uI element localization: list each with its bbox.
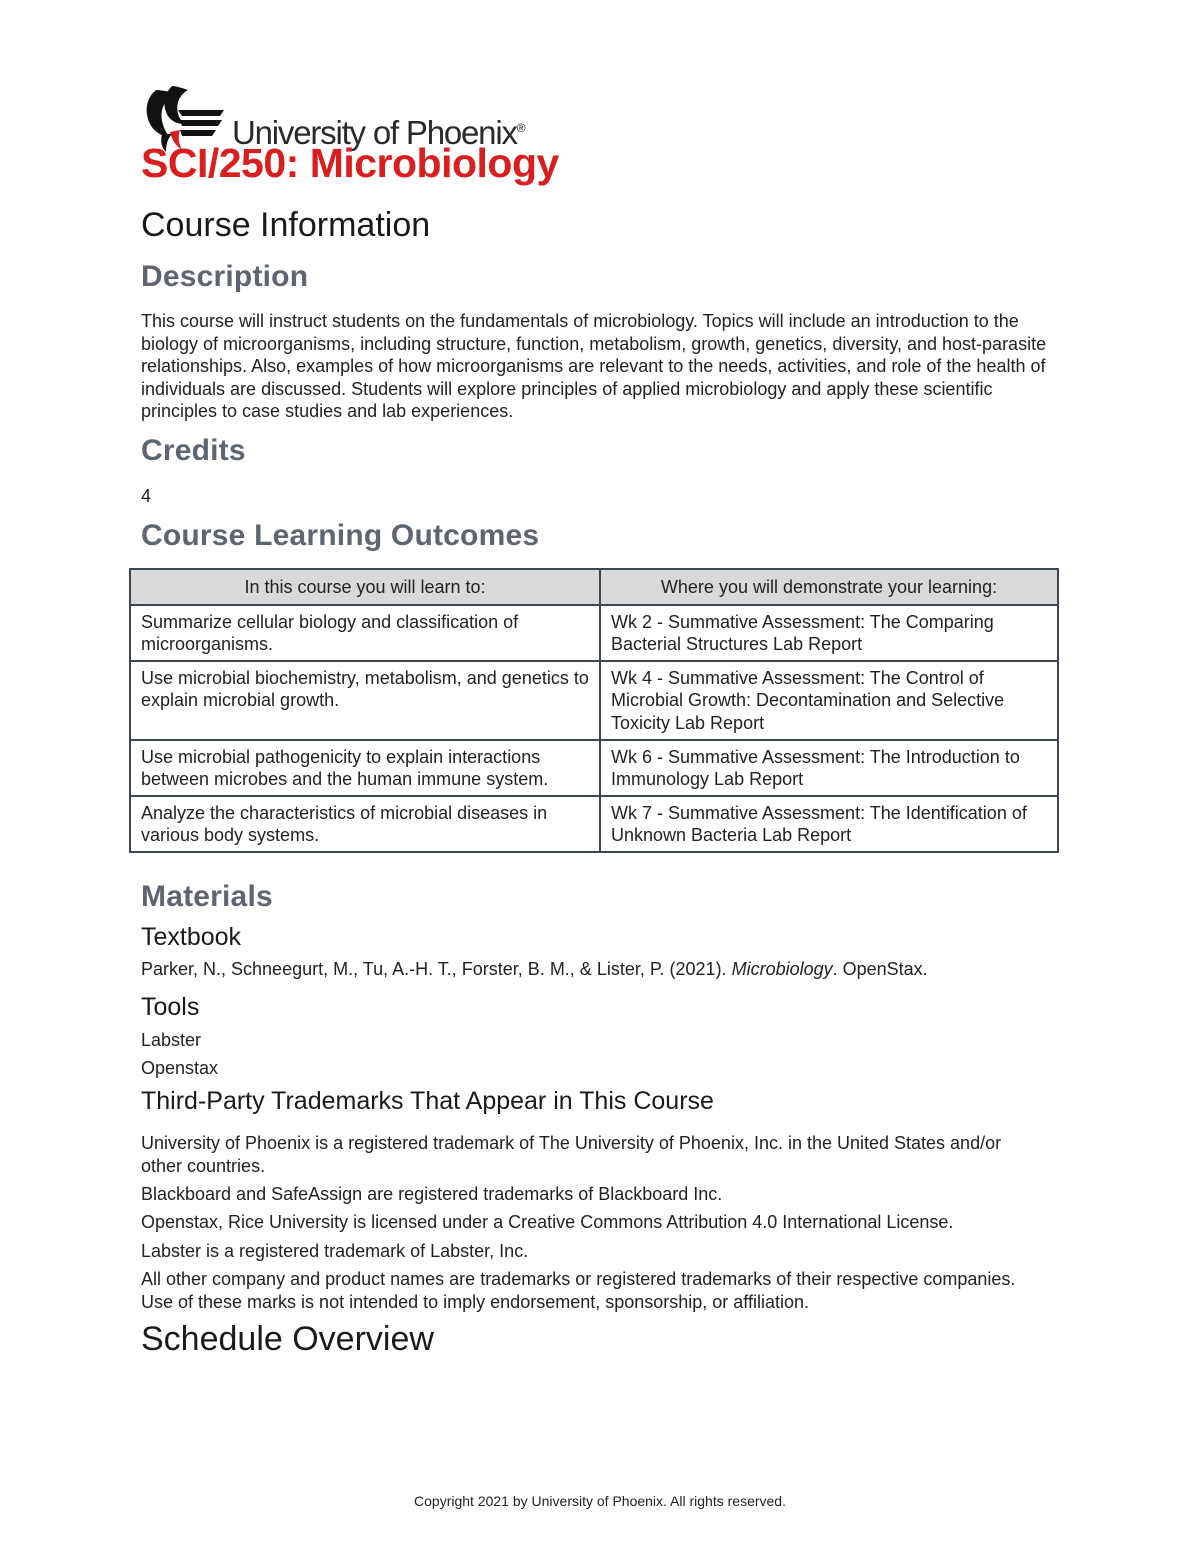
assessment-cell: Wk 2 - Summative Assessment: The Comparing Bacterial Structures Lab Report — [600, 605, 1058, 661]
outcome-cell: Analyze the characteristics of microbial diseases in various body systems. — [130, 796, 600, 852]
column-header: In this course you will learn to: — [130, 569, 600, 605]
assessment-cell: Wk 7 - Summative Assessment: The Identification of Unknown Bacteria Lab Report — [600, 796, 1058, 852]
table-row — [130, 796, 1058, 852]
assessment-cell: Wk 6 - Summative Assessment: The Introduction to Immunology Lab Report — [600, 740, 1058, 796]
trademark-item: All other company and product names are trademarks or registered trademarks of their respective companies. Use of these marks is not intended to imply endorsement, sponsorship, or affiliation. — [141, 1269, 1016, 1312]
column-header: Where you will demonstrate your learning: — [600, 569, 1058, 605]
credits-value: 4 — [141, 486, 152, 506]
tool-item: Labster — [141, 1030, 202, 1050]
outcome-cell: Use microbial pathogenicity to explain interactions between microbes and the human immune system. — [130, 740, 600, 796]
trademark-item: Blackboard and SafeAssign are registered trademarks of Blackboard Inc. — [141, 1184, 723, 1204]
course-title: SCI/250: Microbiology — [141, 140, 559, 186]
textbook-citation — [141, 958, 928, 981]
registered-mark: ® — [516, 121, 526, 135]
tools-heading: Tools — [141, 993, 200, 1021]
outcomes-table — [129, 568, 1059, 853]
trademark-item: University of Phoenix is a registered trademark of The University of Phoenix, Inc. in the United States and/or other countries. — [141, 1133, 1002, 1176]
assessment-cell: Wk 4 - Summative Assessment: The Control of Microbial Growth: Decontamination and Selective Toxicity Lab Report — [600, 661, 1058, 740]
tool-item: Openstax — [141, 1058, 219, 1078]
table-header-row — [130, 569, 1058, 605]
description-text: This course will instruct students on the fundamentals of microbiology. Topics will include an introduction to the biology of microorganisms, including structure, function, metabolism, growth, genetics, diversity, and host-parasite relationships. Also, examples of how microorganisms are relevant to the needs, activities, and role of the health of individuals are discussed. Students will explore principles of applied microbiology and apply these scientific principles to case studies and lab experiences. — [141, 311, 1047, 422]
trademarks-heading: Third-Party Trademarks That Appear in This Course — [141, 1087, 714, 1115]
outcomes-heading: Course Learning Outcomes — [141, 519, 540, 552]
outcome-cell: Use microbial biochemistry, metabolism, and genetics to explain microbial growth. — [130, 661, 600, 740]
schedule-overview-heading: Schedule Overview — [141, 1320, 434, 1358]
description-heading: Description — [141, 260, 309, 293]
textbook-heading: Textbook — [141, 923, 242, 951]
table-row — [130, 605, 1058, 661]
credits-heading: Credits — [141, 434, 246, 467]
copyright-footer: Copyright 2021 by University of Phoenix. All rights reserved. — [414, 1493, 786, 1509]
table-row — [130, 661, 1058, 740]
table-row — [130, 740, 1058, 796]
logo-wordmark: University of Phoenix — [232, 114, 517, 151]
materials-heading: Materials — [141, 880, 273, 913]
citation-publisher: . OpenStax. — [832, 959, 928, 979]
textbook-title: Microbiology — [731, 959, 833, 979]
trademark-item: Labster is a registered trademark of Labster, Inc. — [141, 1241, 529, 1261]
trademark-item: Openstax, Rice University is licensed under a Creative Commons Attribution 4.0 International License. — [141, 1212, 954, 1232]
outcome-cell: Summarize cellular biology and classification of microorganisms. — [130, 605, 600, 661]
citation-authors: Parker, N., Schneegurt, M., Tu, A.-H. T., Forster, B. M., & Lister, P. (2021). — [141, 959, 732, 979]
course-information-heading: Course Information — [141, 206, 431, 244]
